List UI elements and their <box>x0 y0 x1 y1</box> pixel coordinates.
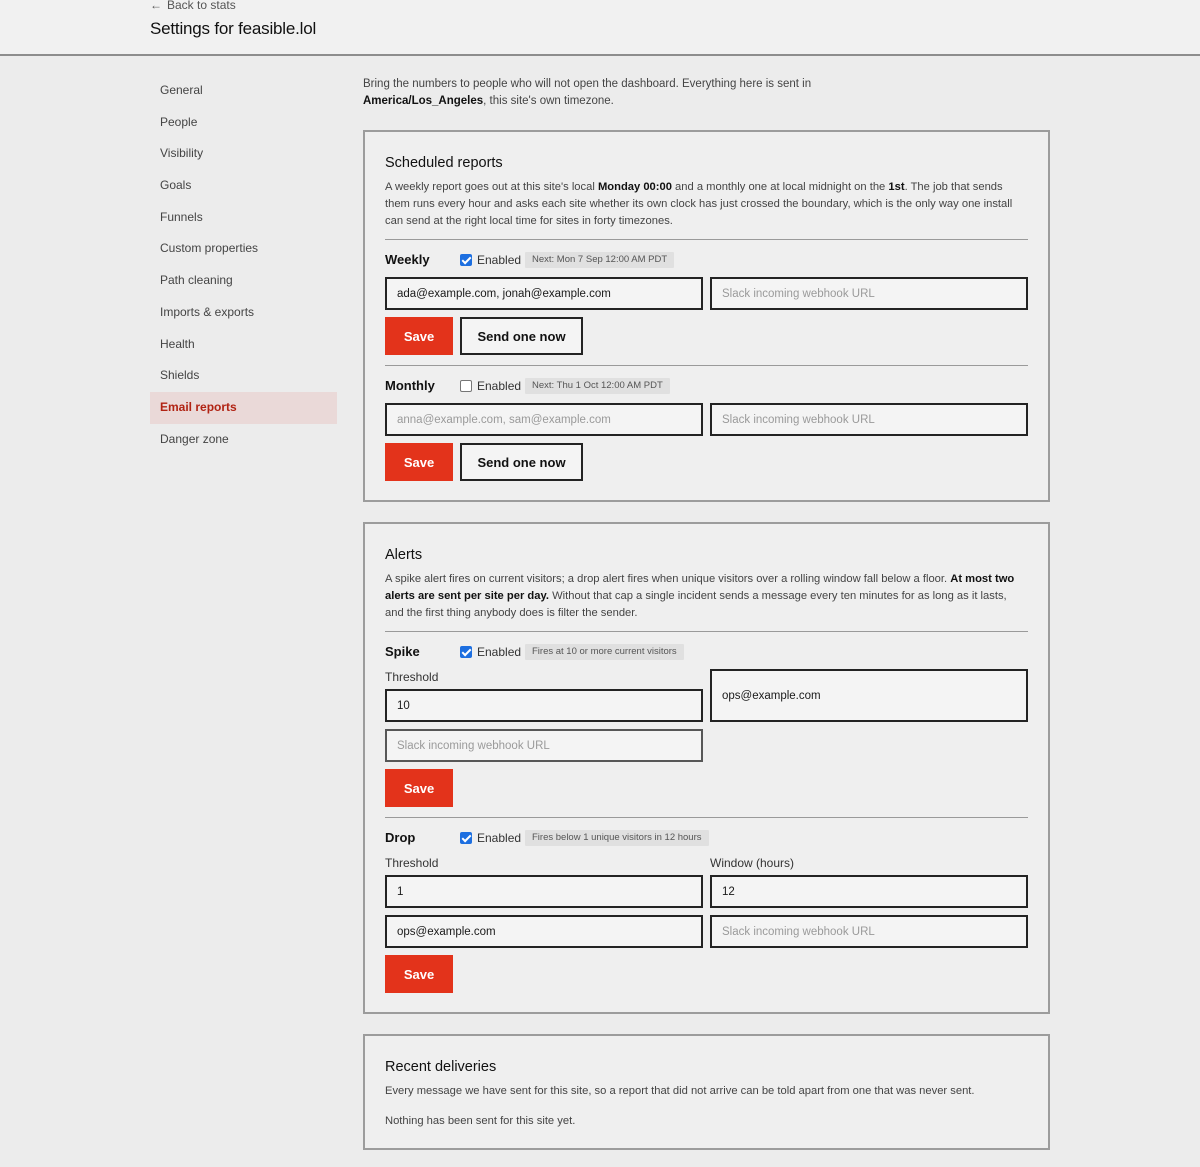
drop-threshold-value: 1 <box>397 885 404 898</box>
drop-save-button[interactable]: Save <box>385 955 453 993</box>
intro-text <box>363 76 883 110</box>
drop-note-badge: Fires below 1 unique visitors in 12 hours <box>525 830 709 846</box>
drop-threshold-input[interactable] <box>385 875 703 908</box>
weekly-webhook-placeholder: Slack incoming webhook URL <box>722 287 875 300</box>
settings-sidebar <box>150 75 337 455</box>
weekly-enabled-checkbox[interactable] <box>460 254 472 266</box>
monthly-enabled-toggle[interactable] <box>460 379 521 393</box>
page-title: Settings for feasible.lol <box>150 19 317 38</box>
sidebar-item-danger-zone[interactable]: Danger zone <box>160 431 229 446</box>
scheduled-desc-bold-1: Monday 00:00 <box>597 181 672 193</box>
spike-threshold-input[interactable] <box>385 689 703 722</box>
spike-enabled-toggle[interactable] <box>460 645 521 659</box>
drop-enabled-checkbox[interactable] <box>460 832 472 844</box>
alerts-description <box>385 571 1028 622</box>
recent-deliveries-empty-state: Nothing has been sent for this site yet. <box>385 1115 576 1127</box>
sidebar-item-imports-exports[interactable]: Imports & exports <box>160 304 255 319</box>
monthly-webhook-input[interactable] <box>710 403 1028 436</box>
sidebar-item-health[interactable]: Health <box>160 336 195 351</box>
spike-webhook-placeholder: Slack incoming webhook URL <box>397 739 550 752</box>
recent-deliveries-card <box>363 1034 1050 1150</box>
spike-enabled-checkbox[interactable] <box>460 646 472 658</box>
alerts-card <box>363 522 1050 1014</box>
weekly-enabled-toggle[interactable] <box>460 253 521 267</box>
sidebar-item-shields[interactable]: Shields <box>160 368 200 383</box>
divider <box>385 365 1028 366</box>
alerts-desc-bold: At most two alerts are sent per site per day. <box>385 573 1015 602</box>
sidebar-item-custom-properties[interactable]: Custom properties <box>160 241 259 256</box>
drop-label: Drop <box>385 830 416 845</box>
weekly-enabled-label: Enabled <box>477 253 522 267</box>
monthly-next-badge: Next: Thu 1 Oct 12:00 AM PDT <box>525 378 670 394</box>
weekly-label: Weekly <box>385 252 430 267</box>
weekly-webhook-input[interactable] <box>710 277 1028 310</box>
sidebar-item-general[interactable]: General <box>160 83 203 97</box>
weekly-emails-value: ada@example.com, jonah@example.com <box>397 287 611 300</box>
spike-threshold-label: Threshold <box>385 670 439 684</box>
divider <box>385 239 1028 240</box>
monthly-send-now-button[interactable]: Send one now <box>460 443 583 481</box>
top-bar <box>0 0 1200 56</box>
back-to-stats-label: Back to stats <box>167 0 236 12</box>
spike-email-input[interactable] <box>710 669 1028 722</box>
spike-save-button[interactable]: Save <box>385 769 453 807</box>
intro-text-before: Bring the numbers to people who will not open the dashboard. Everything here is sent in <box>363 78 812 90</box>
monthly-enabled-label: Enabled <box>477 379 522 393</box>
intro-text-after: , this site's own timezone. <box>483 95 614 107</box>
spike-webhook-input[interactable] <box>385 729 703 762</box>
weekly-emails-input[interactable] <box>385 277 703 310</box>
drop-webhook-placeholder: Slack incoming webhook URL <box>722 925 875 938</box>
monthly-emails-placeholder: anna@example.com, sam@example.com <box>397 413 611 426</box>
scheduled-reports-card <box>363 130 1050 502</box>
weekly-next-badge: Next: Mon 7 Sep 12:00 AM PDT <box>525 252 674 268</box>
spike-note-badge: Fires at 10 or more current visitors <box>525 644 684 660</box>
drop-webhook-input[interactable] <box>710 915 1028 948</box>
alerts-desc-part-2: Without that cap a single incident sends a message every ten minutes for as long as it lasts, and the first thing anybody does is filter the sender. <box>385 590 1007 619</box>
scheduled-reports-description <box>385 179 1028 230</box>
drop-email-input[interactable] <box>385 915 703 948</box>
sidebar-item-funnels[interactable]: Funnels <box>160 209 203 224</box>
scheduled-desc-bold-2: 1st <box>888 181 905 193</box>
sidebar-item-people[interactable]: People <box>160 114 198 129</box>
recent-deliveries-description: Every message we have sent for this site, so a report that did not arrive can be told apart from one that was never sent. <box>385 1085 975 1097</box>
spike-label: Spike <box>385 644 420 659</box>
scheduled-desc-part-1: A weekly report goes out at this site's local <box>385 181 598 193</box>
back-to-stats-link[interactable] <box>150 0 236 12</box>
alerts-desc-part-1: A spike alert fires on current visitors; a drop alert fires when unique visitors over a rolling window fall below a floor. <box>385 573 951 585</box>
monthly-emails-input[interactable] <box>385 403 703 436</box>
intro-timezone: America/Los_Angeles <box>363 95 484 107</box>
spike-threshold-value: 10 <box>397 699 410 712</box>
scheduled-desc-part-2: and a monthly one at local midnight on the <box>671 181 889 193</box>
monthly-webhook-placeholder: Slack incoming webhook URL <box>722 413 875 426</box>
weekly-send-now-button[interactable]: Send one now <box>460 317 583 355</box>
monthly-save-button[interactable]: Save <box>385 443 453 481</box>
drop-window-label: Window (hours) <box>710 856 795 870</box>
sidebar-item-goals[interactable]: Goals <box>160 178 192 193</box>
sidebar-item-path-cleaning[interactable]: Path cleaning <box>160 273 233 288</box>
alerts-title: Alerts <box>385 547 423 563</box>
weekly-save-button[interactable]: Save <box>385 317 453 355</box>
divider <box>385 631 1028 632</box>
monthly-enabled-checkbox[interactable] <box>460 380 472 392</box>
arrow-left-icon: ← <box>150 0 162 12</box>
drop-threshold-label: Threshold <box>385 856 439 870</box>
divider <box>385 817 1028 818</box>
drop-window-value: 12 <box>722 885 735 898</box>
sidebar-item-email-reports[interactable]: Email reports <box>150 392 337 424</box>
spike-email-value: ops@example.com <box>722 689 821 702</box>
drop-window-input[interactable] <box>710 875 1028 908</box>
scheduled-reports-title: Scheduled reports <box>385 155 503 171</box>
monthly-label: Monthly <box>385 378 435 393</box>
sidebar-item-visibility[interactable]: Visibility <box>160 146 204 161</box>
spike-enabled-label: Enabled <box>477 645 522 659</box>
recent-deliveries-title: Recent deliveries <box>385 1059 497 1075</box>
scheduled-desc-part-3: . The job that sends them runs every hour and asks each site whether its own clock has just crossed the boundary, which is the only way one install can send at the right local time for sites in forty timezones. <box>385 181 1013 227</box>
drop-enabled-toggle[interactable] <box>460 831 521 845</box>
drop-email-value: ops@example.com <box>397 925 496 938</box>
drop-enabled-label: Enabled <box>477 831 522 845</box>
